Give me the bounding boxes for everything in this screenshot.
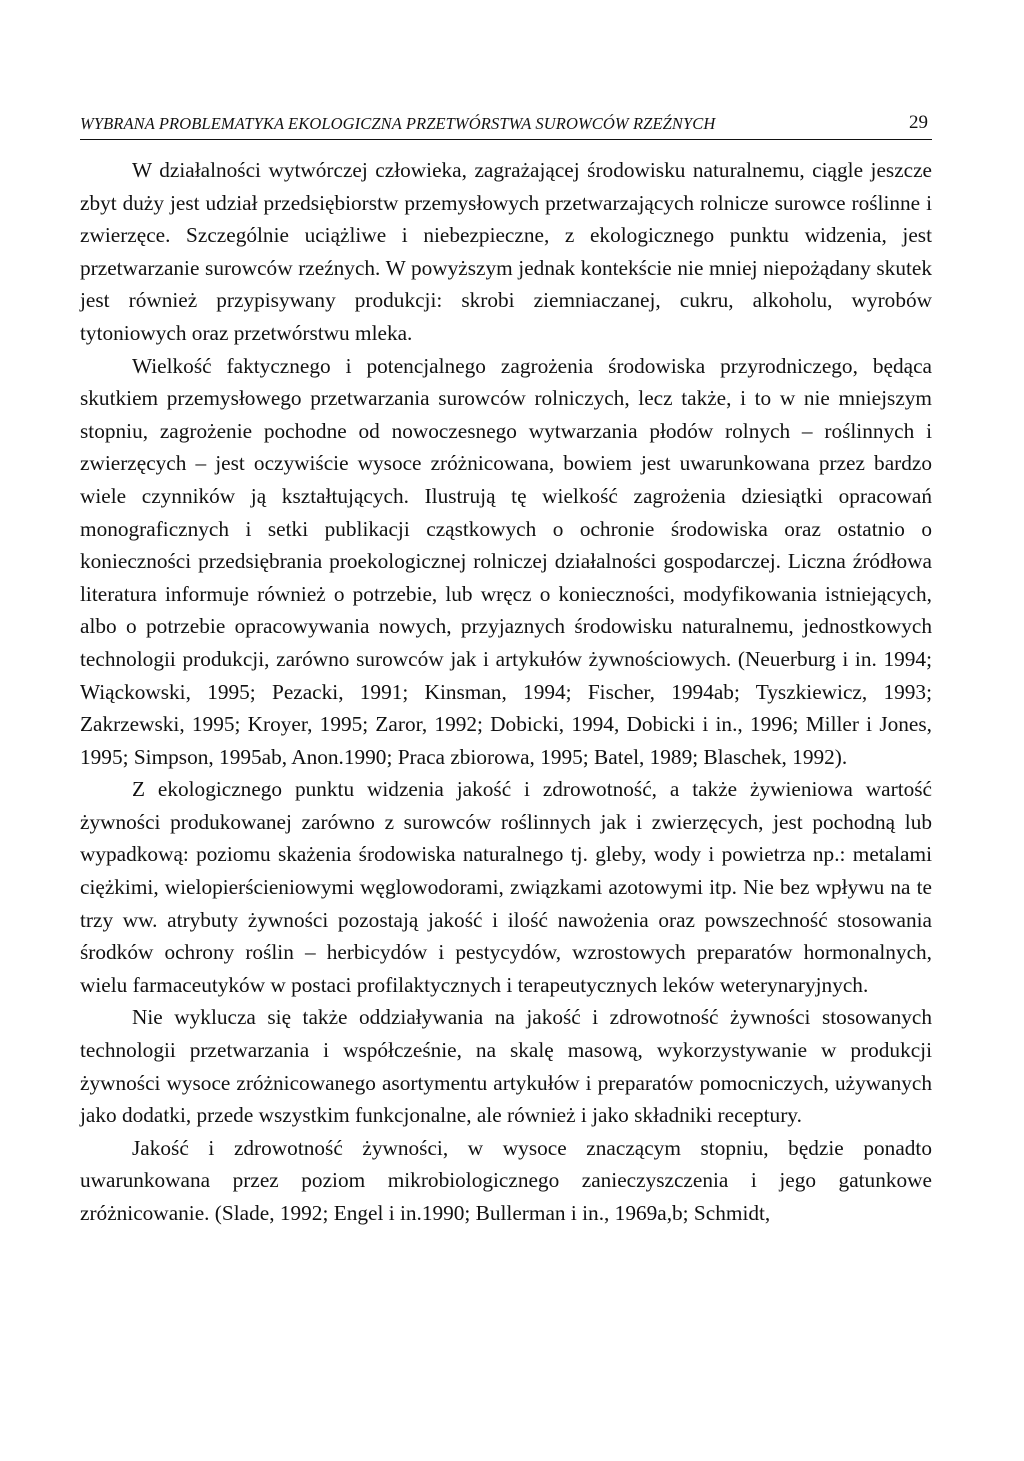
paragraph-5: Jakość i zdrowotność żywności, w wysoce znaczącym stopniu, będzie ponadto uwarunkowana przez poziom mikrobiologicznego zanieczyszczenia i jego gatunkowe zróżnicowanie. (Slade, 1992; Engel i in.1990; Bullerman i in., 1969a,b; Schmidt, bbox=[80, 1135, 932, 1225]
running-header-title: WYBRANA PROBLEMATYKA EKOLOGICZNA PRZETWÓRSTWA SUROWCÓW RZEŹNYCH bbox=[80, 114, 716, 133]
paragraph-4: Nie wyklucza się także oddziaływania na jakość i zdrowotność żywności stosowanych technologii przetwarzania i współcześnie, na skalę masową, wykorzystywanie w produkcji żywności wysoce zróżnicowanego asortymentu artykułów i preparatów pomocniczych, używanych jako dodatki, przede wszystkim funkcjonalne, ale również i jako składniki receptury. bbox=[80, 1005, 932, 1128]
paragraph-3: Z ekologicznego punktu widzenia jakość i zdrowotność, a także żywieniowa wartość żywności produkowanej zarówno z surowców roślinnych jak i zwierzęcych, jest pochodną lub wypadkową: poziomu skażenia środowiska naturalnego tj. gleby, wody i powietrza np.: metalami ciężkimi, wielopierścieniowymi węglowodorami, związkami azotowymi itp. Nie bez wpływu na te trzy ww. atrybuty żywności pozostają jakość i ilość nawożenia oraz powszechność stosowania środków ochrony roślin – herbicydów i pestycydów, wzrostowych preparatów hormonalnych, wielu farmaceutyków w postaci profilaktycznych i terapeutycznych leków weterynaryjnych. bbox=[80, 777, 932, 997]
page-number: 29 bbox=[909, 112, 928, 133]
body-text bbox=[80, 154, 932, 1230]
paragraph-1: W działalności wytwórczej człowieka, zagrażającej środowisku naturalnemu, ciągle jeszcze zbyt duży jest udział przedsiębiorstw przemysłowych przetwarzających rolnicze surowce roślinne i zwierzęce. Szczególnie uciążliwe i niebezpieczne, z ekologicznego punktu widzenia, jest przetwarzanie surowców rzeźnych. W powyższym jednak kontekście nie mniej niepożądany skutek jest również przypisywany produkcji: skrobi ziemniaczanej, cukru, alkoholu, wyrobów tytoniowych oraz przetwórstwu mleka. bbox=[80, 158, 932, 345]
document-page bbox=[80, 112, 932, 1230]
running-header bbox=[80, 112, 932, 140]
paragraph-2: Wielkość faktycznego i potencjalnego zagrożenia środowiska przyrodniczego, będąca skutkiem przemysłowego przetwarzania surowców rolniczych, lecz także, i to w nie mniejszym stopniu, zagrożenie pochodne od nowoczesnego wytwarzania płodów rolnych – roślinnych i zwierzęcych – jest oczywiście wysoce zróżnicowana, bowiem jest uwarunkowana przez bardzo wiele czynników ją kształtujących. Ilustrują tę wielkość zagrożenia dziesiątki opracowań monograficznych i setki publikacji cząstkowych o ochronie środowiska oraz ostatnio o konieczności przedsiębrania proekologicznej rolniczej działalności gospodarczej. Liczna źródłowa literatura informuje również o potrzebie, lub wręcz o konieczności, modyfikowania istniejących, albo o potrzebie opracowywania nowych, przyjaznych środowisku naturalnemu, jednostkowych technologii produkcji, zarówno surowców jak i artykułów żywnościowych. (Neuerburg i in. 1994; Wiąckowski, 1995; Pezacki, 1991; Kinsman, 1994; Fischer, 1994ab; Tyszkiewicz, 1993; Zakrzewski, 1995; Kroyer, 1995; Zaror, 1992; Dobicki, 1994, Dobicki i in., 1996; Miller i Jones, 1995; Simpson, 1995ab, Anon.1990; Praca zbiorowa, 1995; Batel, 1989; Blaschek, 1992). bbox=[80, 353, 932, 769]
